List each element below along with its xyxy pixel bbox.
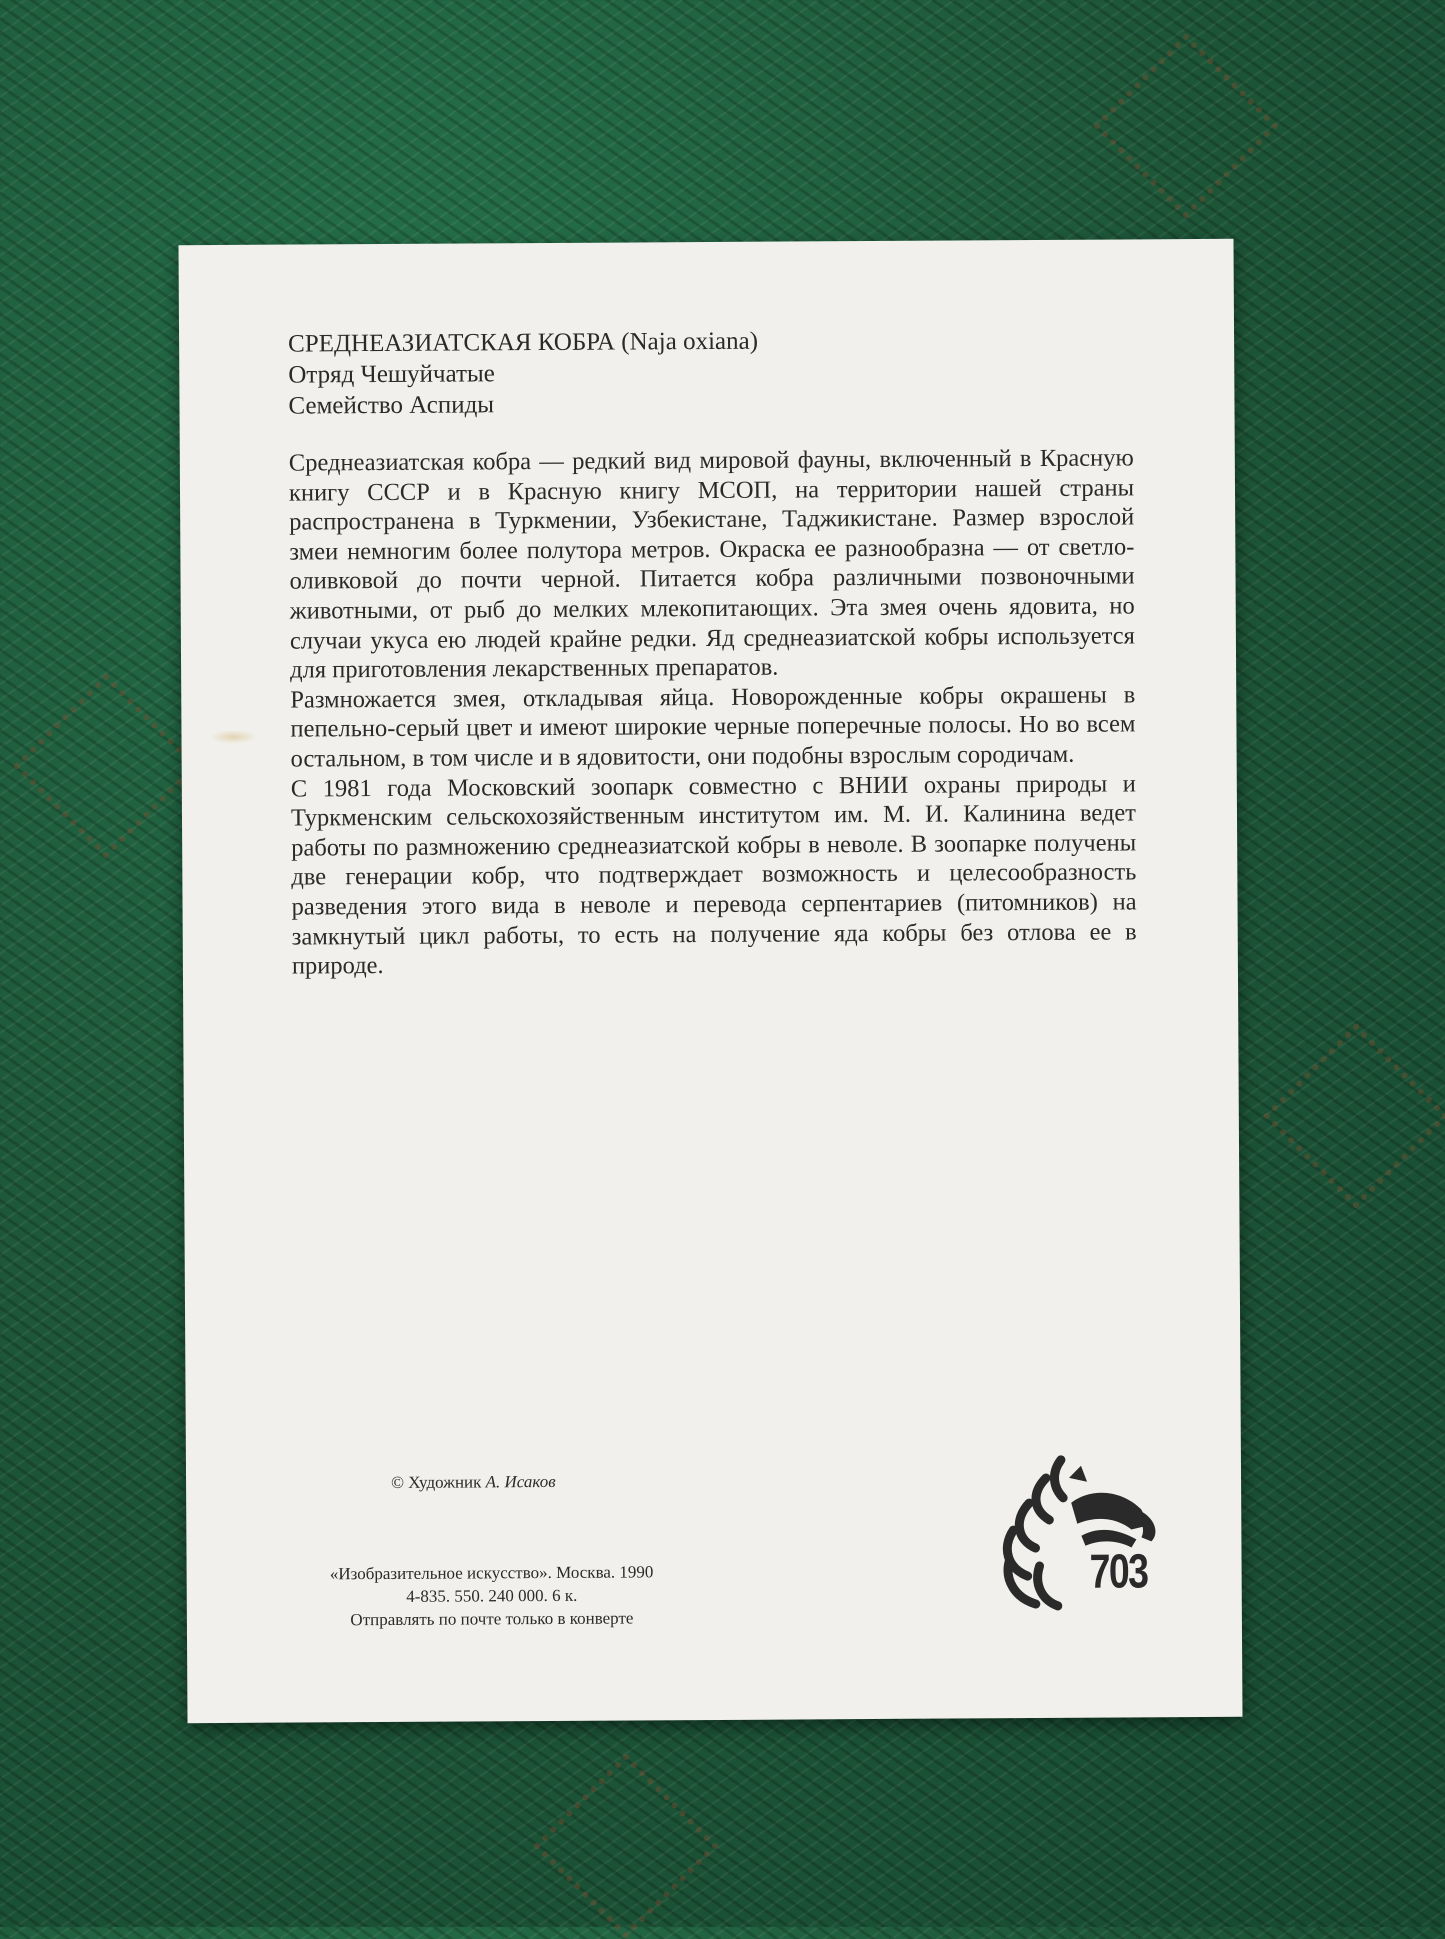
lace-hole bbox=[13, 673, 200, 860]
publisher-line: «Изобразительное искусство». Москва. 1990 bbox=[329, 1562, 654, 1584]
species-title: СРЕДНЕАЗИАТСКАЯ КОБРА (Naja oxiana) bbox=[288, 327, 759, 358]
artist-name: А. Исаков bbox=[485, 1471, 556, 1492]
mailing-note: Отправлять по почте только в конверте bbox=[350, 1608, 634, 1630]
artist-credit bbox=[391, 1472, 556, 1493]
species-family: Семейство Аспиды bbox=[288, 391, 495, 420]
lace-hole bbox=[533, 1753, 720, 1939]
lace-hole bbox=[1093, 33, 1280, 220]
publisher-imprint bbox=[292, 1560, 692, 1631]
species-header bbox=[288, 326, 758, 422]
series-number: 703 bbox=[1089, 1545, 1148, 1599]
lace-hole bbox=[1263, 1023, 1445, 1210]
catalog-code: 4-835. 550. 240 000. 6 к. bbox=[406, 1585, 578, 1606]
paragraph-reproduction: Размножается змея, откладывая яйца. Новорожденные кобры окрашены в пепельно-серый цвет и имеют широкие черные поперечные полосы. Но во всем остальном, в том числе и в ядовитости, они подобны взрослым сородичам. bbox=[290, 681, 1136, 773]
paper-stain bbox=[209, 730, 257, 744]
description-text bbox=[289, 443, 1137, 981]
credit-prefix: © Художник bbox=[390, 1472, 482, 1492]
paragraph-zoo-program: С 1981 года Московский зоопарк совместно с ВНИИ охраны природы и Туркменским сельскохозяйственным институтом им. М. И. Калинина ведет работы по размножению среднеазиатской кобры в неволе. В зоопарке получены две генерации кобр, что подтверждает возможность и целесообразность разведения этого вида в неволе и перевода серпентариев (питомников) на замкнутый цикл работы, то есть на получение яда кобры без отлова ее в природе. bbox=[290, 769, 1137, 980]
species-order: Отряд Чешуйчатые bbox=[288, 360, 495, 389]
paragraph-description: Среднеазиатская кобра — редкий вид мировой фауны, включенный в Красную книгу СССР и в Красную книгу МСОП, на территории нашей страны распространена в Туркмении, Узбекистане, Таджикистане. Размер взрослой змеи немногим более полутора метров. Окраска ее разнообразна — от светло-оливковой до почти черной. Питается кобра различными позвоночными животными, от рыб до мелких млекопитающих. Эта змея очень ядовита, но случаи укуса ею людей крайне редки. Яд среднеазиатской кобры используется для приготовления лекарственных препаратов. bbox=[288, 444, 1135, 684]
postcard-back bbox=[178, 239, 1242, 1723]
